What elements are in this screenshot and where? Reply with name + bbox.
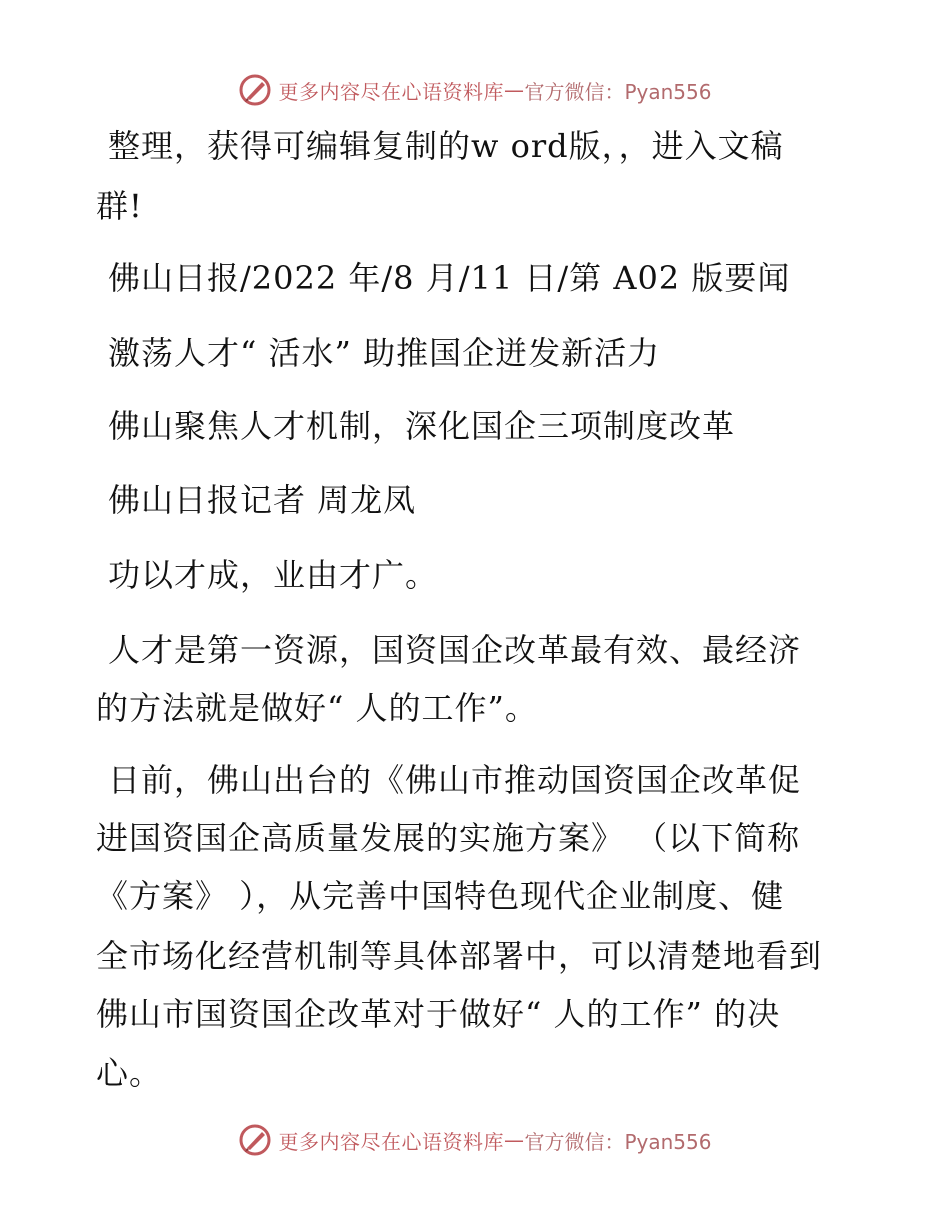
banner-title: 更多内容尽在心语资料库: [278, 1129, 504, 1154]
body-line: 佛山日报记者 周龙凤: [108, 481, 417, 519]
banner-separator: —: [503, 78, 525, 102]
body-line: 进国资国企高质量发展的实施方案》 （以下简称: [96, 819, 801, 857]
body-line: 心。: [96, 1054, 163, 1092]
body-line: 佛山聚焦人才机制，深化国企三项制度改革: [108, 407, 736, 445]
body-line: 人才是第一资源，国资国企改革最有效、最经济: [108, 631, 802, 669]
banner-wechat: 官方微信：Pyan556: [524, 1129, 712, 1154]
body-line: 《方案》 ），从完善中国特色现代企业制度、健: [96, 877, 785, 915]
banner-wechat: 官方微信：Pyan556: [524, 79, 712, 104]
body-line: 群!: [96, 187, 143, 225]
body-line: 整理，获得可编辑复制的w ord版，，进入文稿: [108, 127, 784, 165]
body-line: 功以才成，业由才广。: [108, 556, 439, 594]
body-line: 日前，佛山出台的《佛山市推动国资国企改革促: [108, 761, 802, 799]
footer-watermark-banner: [0, 1120, 950, 1160]
body-line: 佛山日报/2022 年/8 月/11 日/第 A02 版要闻: [108, 259, 791, 297]
body-line: 佛山市国资国企改革对于做好“ 人的工作” 的决: [96, 995, 781, 1033]
body-line: 激荡人才“ 活水” 助推国企迸发新活力: [108, 334, 661, 372]
banner-separator: —: [503, 1128, 525, 1152]
body-line: 全市场化经营机制等具体部署中，可以清楚地看到: [96, 937, 823, 975]
body-line: 的方法就是做好“ 人的工作”。: [96, 689, 538, 727]
quill-pen-logo-icon: [238, 1123, 272, 1157]
banner-title: 更多内容尽在心语资料库: [278, 79, 504, 104]
